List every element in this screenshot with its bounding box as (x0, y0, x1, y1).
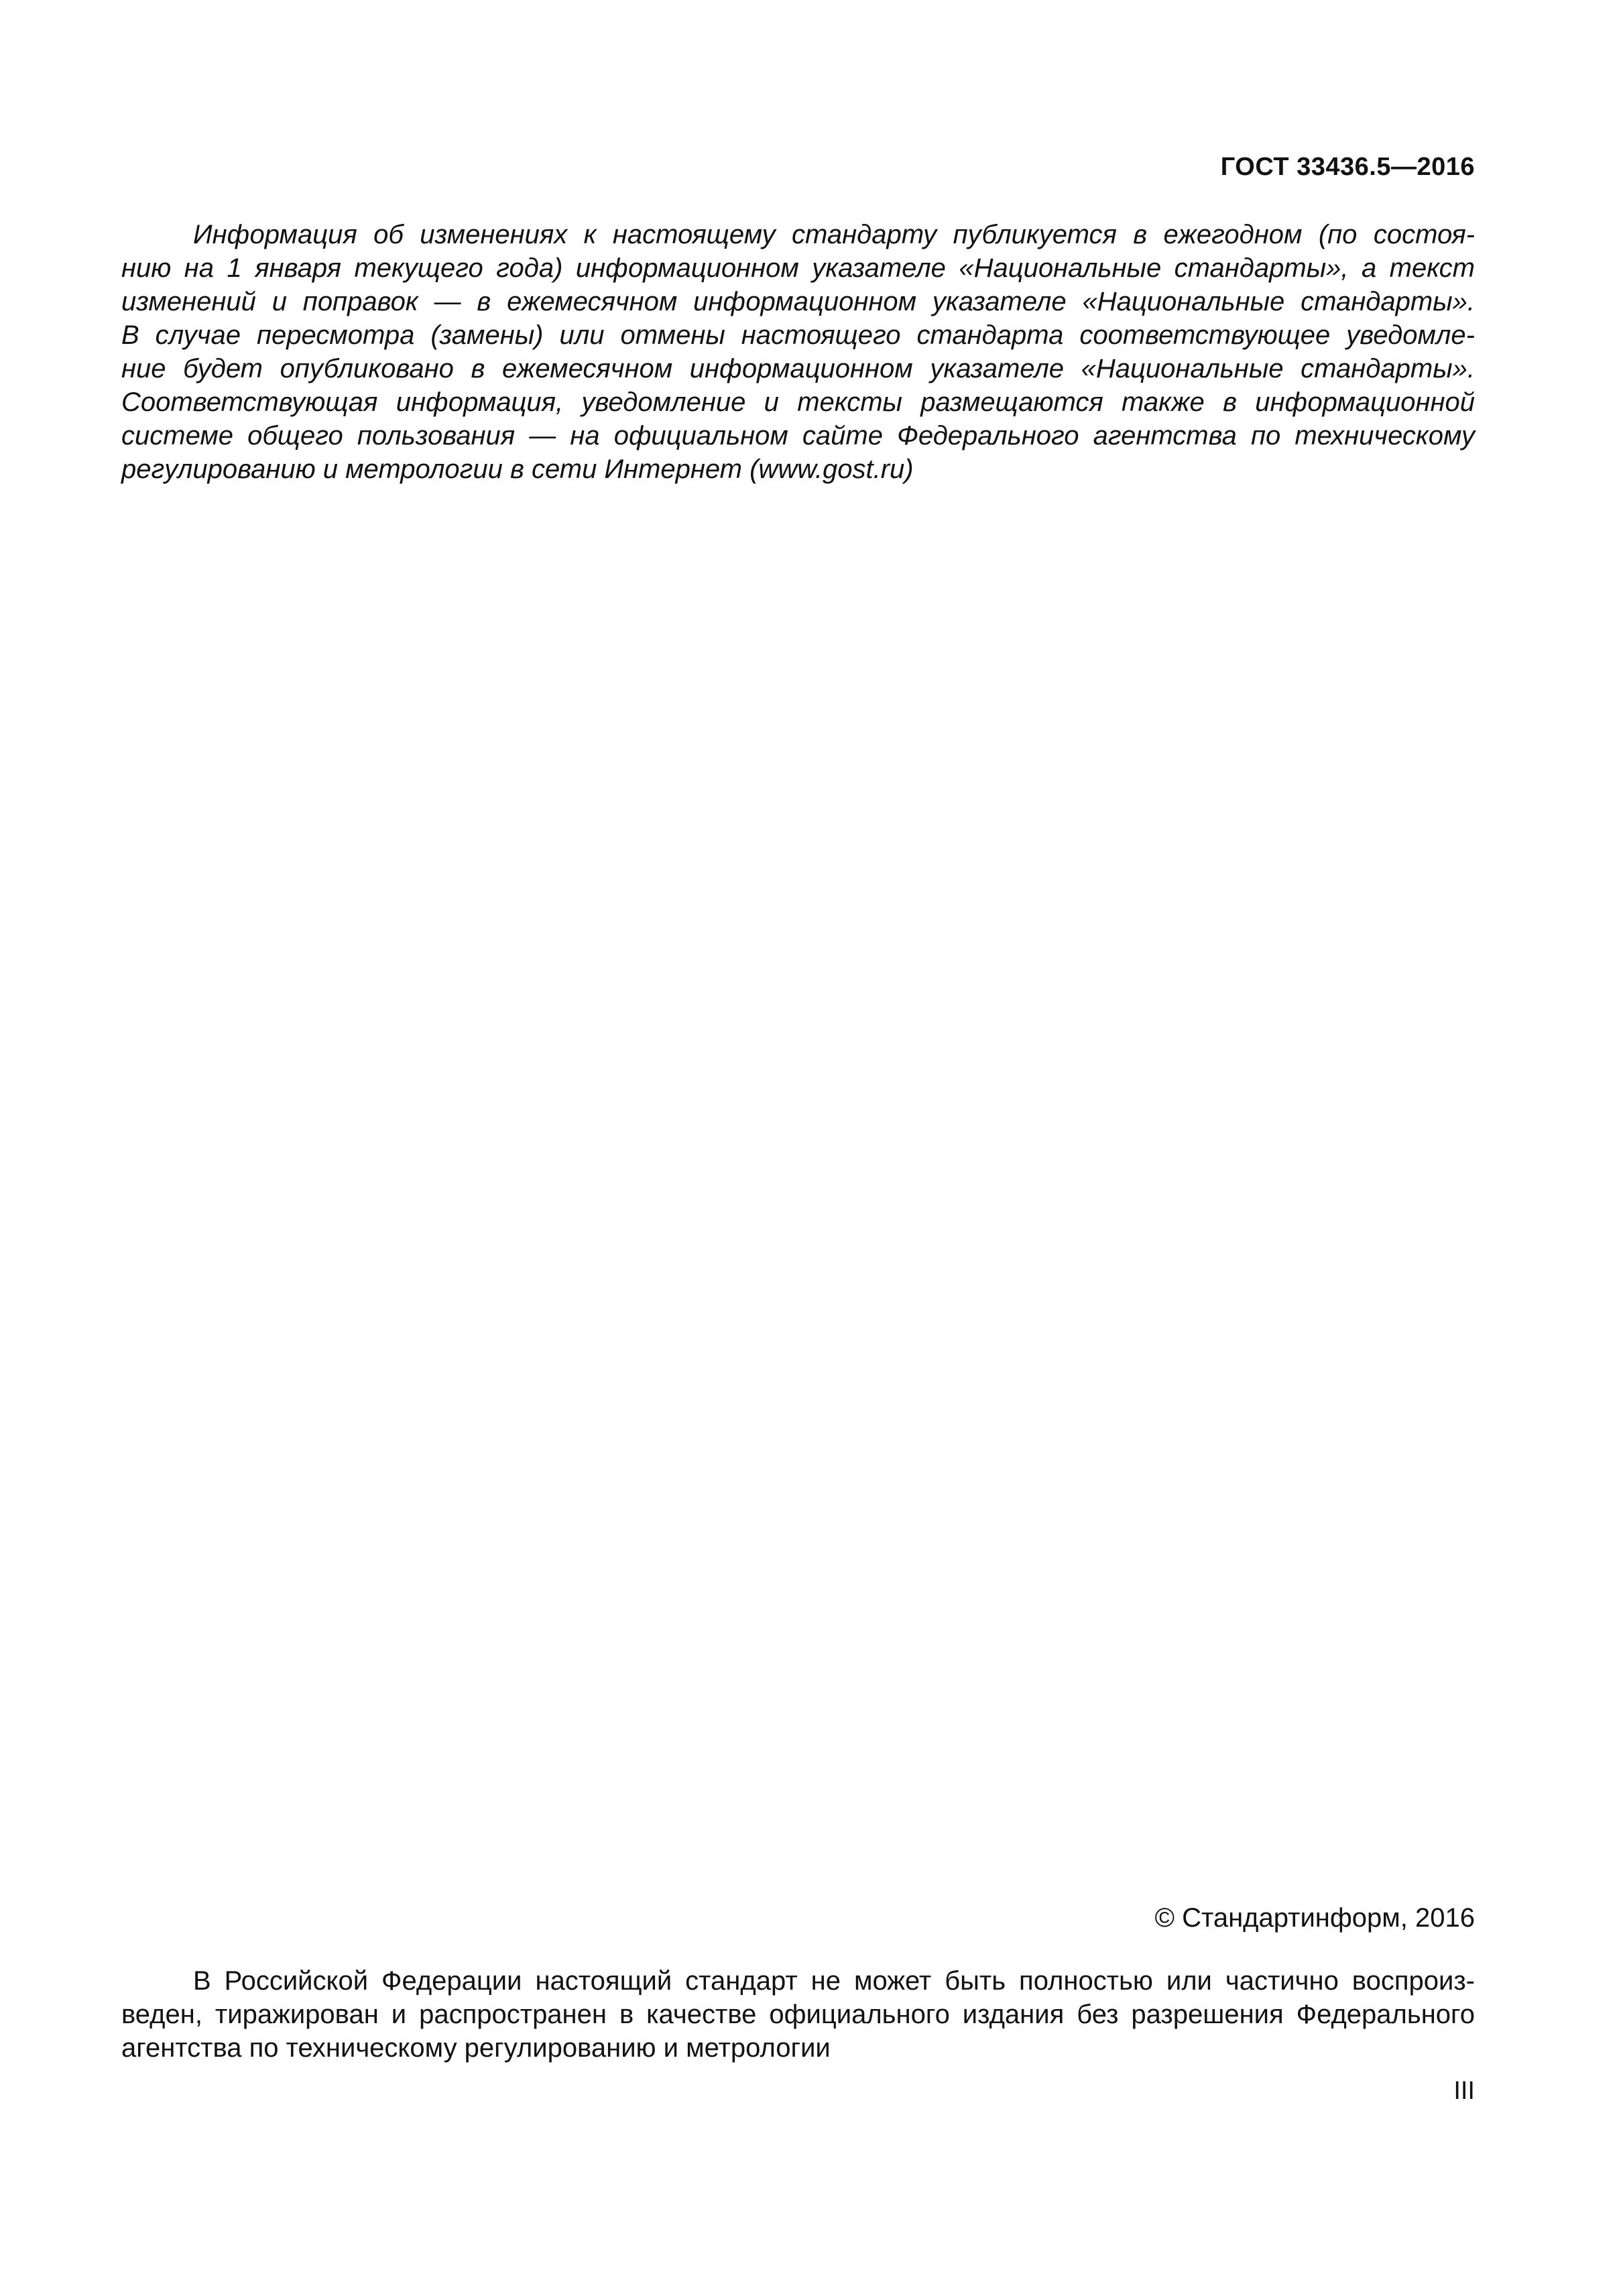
rights-line: агентства по техническому регулированию и метрологии (121, 2033, 831, 2063)
notice-line: В случае пересмотра (замены) или отмены настоящего стандарта соответствующее уведомле- (121, 320, 1475, 350)
notice-line: регулированию и метрологии в сети Интернет (www.gost.ru) (121, 455, 914, 484)
rights-line: В Российской Федерации настоящий стандарт не может быть полностью или частично воспроиз- (193, 1966, 1475, 1996)
rights-line: веден, тиражирован и распространен в качестве официального издания без разрешения Федерального (121, 2000, 1475, 2029)
notice-line: изменений и поправок — в ежемесячном информационном указателе «Национальные стандарты». (121, 287, 1475, 316)
notice-line: Информация об изменениях к настоящему стандарту публикуется в ежегодном (по состоя- (193, 220, 1475, 249)
notice-line: Соответствующая информация, уведомление и тексты размещаются также в информационной (121, 387, 1475, 417)
document-code: ГОСТ 33436.5—2016 (1220, 153, 1475, 181)
notice-line: ние будет опубликовано в ежемесячном информационном указателе «Национальные стандарты». (121, 354, 1475, 383)
notice-line: нию на 1 января текущего года) информационном указателе «Национальные стандарты», а текст (121, 253, 1475, 283)
reproduction-rights-paragraph (121, 1964, 1475, 2065)
change-notice-paragraph (121, 218, 1475, 486)
page-number: III (1453, 2077, 1475, 2105)
notice-line: системе общего пользования — на официальном сайте Федерального агентства по техническому (121, 421, 1475, 450)
copyright-notice: © Стандартинформ, 2016 (1154, 1903, 1475, 1933)
